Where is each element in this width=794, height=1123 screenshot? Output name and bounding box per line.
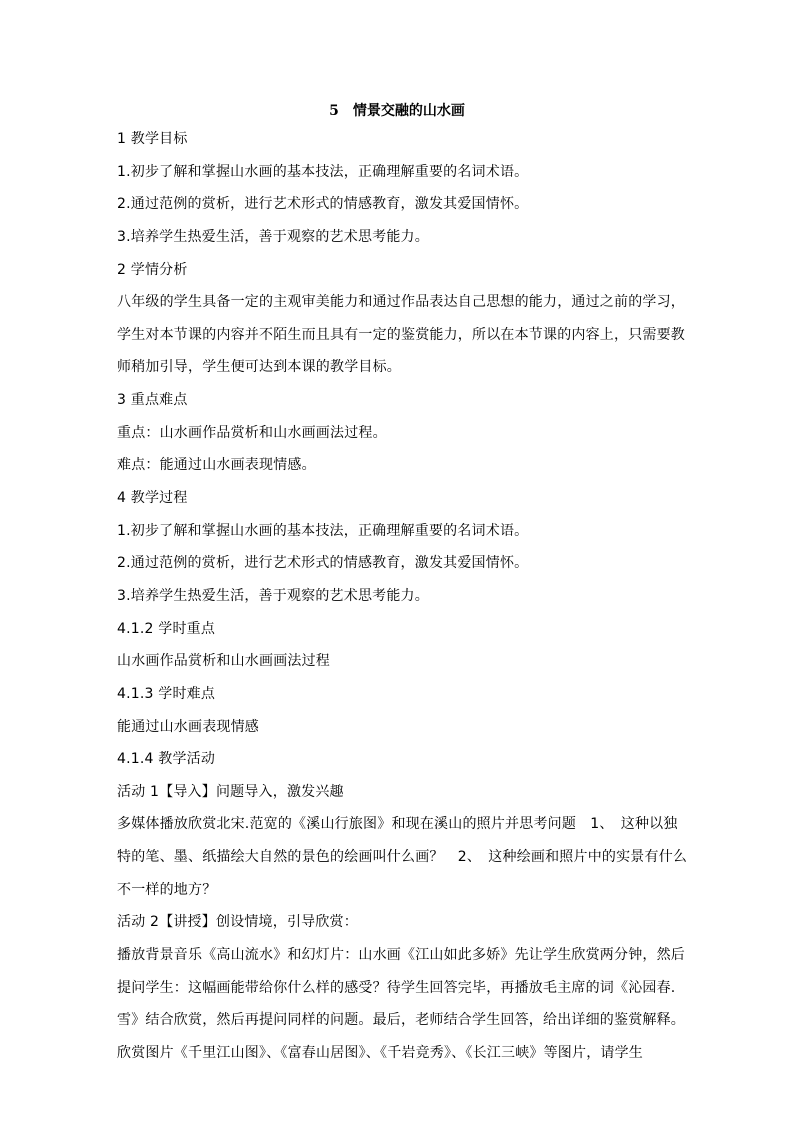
paragraph-line: 山水画作品赏析和山水画画法过程 [117,653,330,670]
paragraph-line: 雪》结合欣赏，然后再提问同样的问题。最后，老师结合学生回答，给出详细的鉴赏解释。 [117,1012,685,1029]
document-title: 5 情景交融的山水画 [329,103,465,119]
paragraph-line: 3.培养学生热爱生活，善于观察的艺术思考能力。 [117,228,429,245]
section-heading-analysis: 2 学情分析 [117,261,188,278]
section-heading-key-points: 3 重点难点 [117,392,188,409]
paragraph-line: 1.初步了解和掌握山水画的基本技法，正确理解重要的名词术语。 [117,522,529,539]
paragraph-line: 1.初步了解和掌握山水画的基本技法，正确理解重要的名词术语。 [117,163,529,180]
paragraph-line: 多媒体播放欣赏北宋.范宽的《溪山行旅图》和现在溪山的照片并思考问题 1、 这种以独 [117,816,678,833]
section-heading-objectives: 1 教学目标 [117,131,188,147]
subsection-heading: 4.1.3 学时难点 [117,685,216,702]
paragraph-line: 2.通过范例的赏析，进行艺术形式的情感教育，激发其爱国情怀。 [117,555,529,572]
paragraph-line: 难点：能通过山水画表现情感。 [117,457,316,474]
paragraph-line: 不一样的地方？ [117,881,217,898]
activity-heading: 活动 1【导入】问题导入，激发兴趣 [117,783,344,800]
activity-heading: 活动 2【讲授】创设情境，引导欣赏： [117,914,358,931]
paragraph-line: 特的笔、墨、纸描绘大自然的景色的绘画叫什么画？ 2、 这种绘画和照片中的实景有什么 [117,849,688,866]
paragraph-line: 播放背景音乐《高山流水》和幻灯片：山水画《江山如此多娇》先让学生欣赏两分钟，然后 [117,947,685,964]
paragraph-line: 八年级的学生具备一定的主观审美能力和通过作品表达自己思想的能力，通过之前的学习， [117,294,685,311]
paragraph-line: 欣赏图片《千里江山图》、《富春山居图》、《千岩竞秀》、《长江三峡》等图片，请学生 [117,1044,643,1061]
paragraph-line: 能通过山水画表现情感 [117,718,259,735]
paragraph-line: 2.通过范例的赏析，进行艺术形式的情感教育，激发其爱国情怀。 [117,196,529,213]
paragraph-line: 3.培养学生热爱生活，善于观察的艺术思考能力。 [117,587,429,604]
document-body [117,128,688,1075]
paragraph-line: 提问学生：这幅画能带给你什么样的感受？待学生回答完毕，再播放毛主席的词《沁园春. [117,979,676,996]
section-heading-process: 4 教学过程 [117,490,188,507]
paragraph-line: 师稍加引导，学生便可达到本课的教学目标。 [117,359,401,376]
paragraph-line: 学生对本节课的内容并不陌生而且具有一定的鉴赏能力，所以在本节课的内容上，只需要教 [117,326,685,343]
paragraph-line: 重点：山水画作品赏析和山水画画法过程。 [117,424,387,441]
subsection-heading: 4.1.4 教学活动 [117,751,216,768]
subsection-heading: 4.1.2 学时重点 [117,620,216,637]
